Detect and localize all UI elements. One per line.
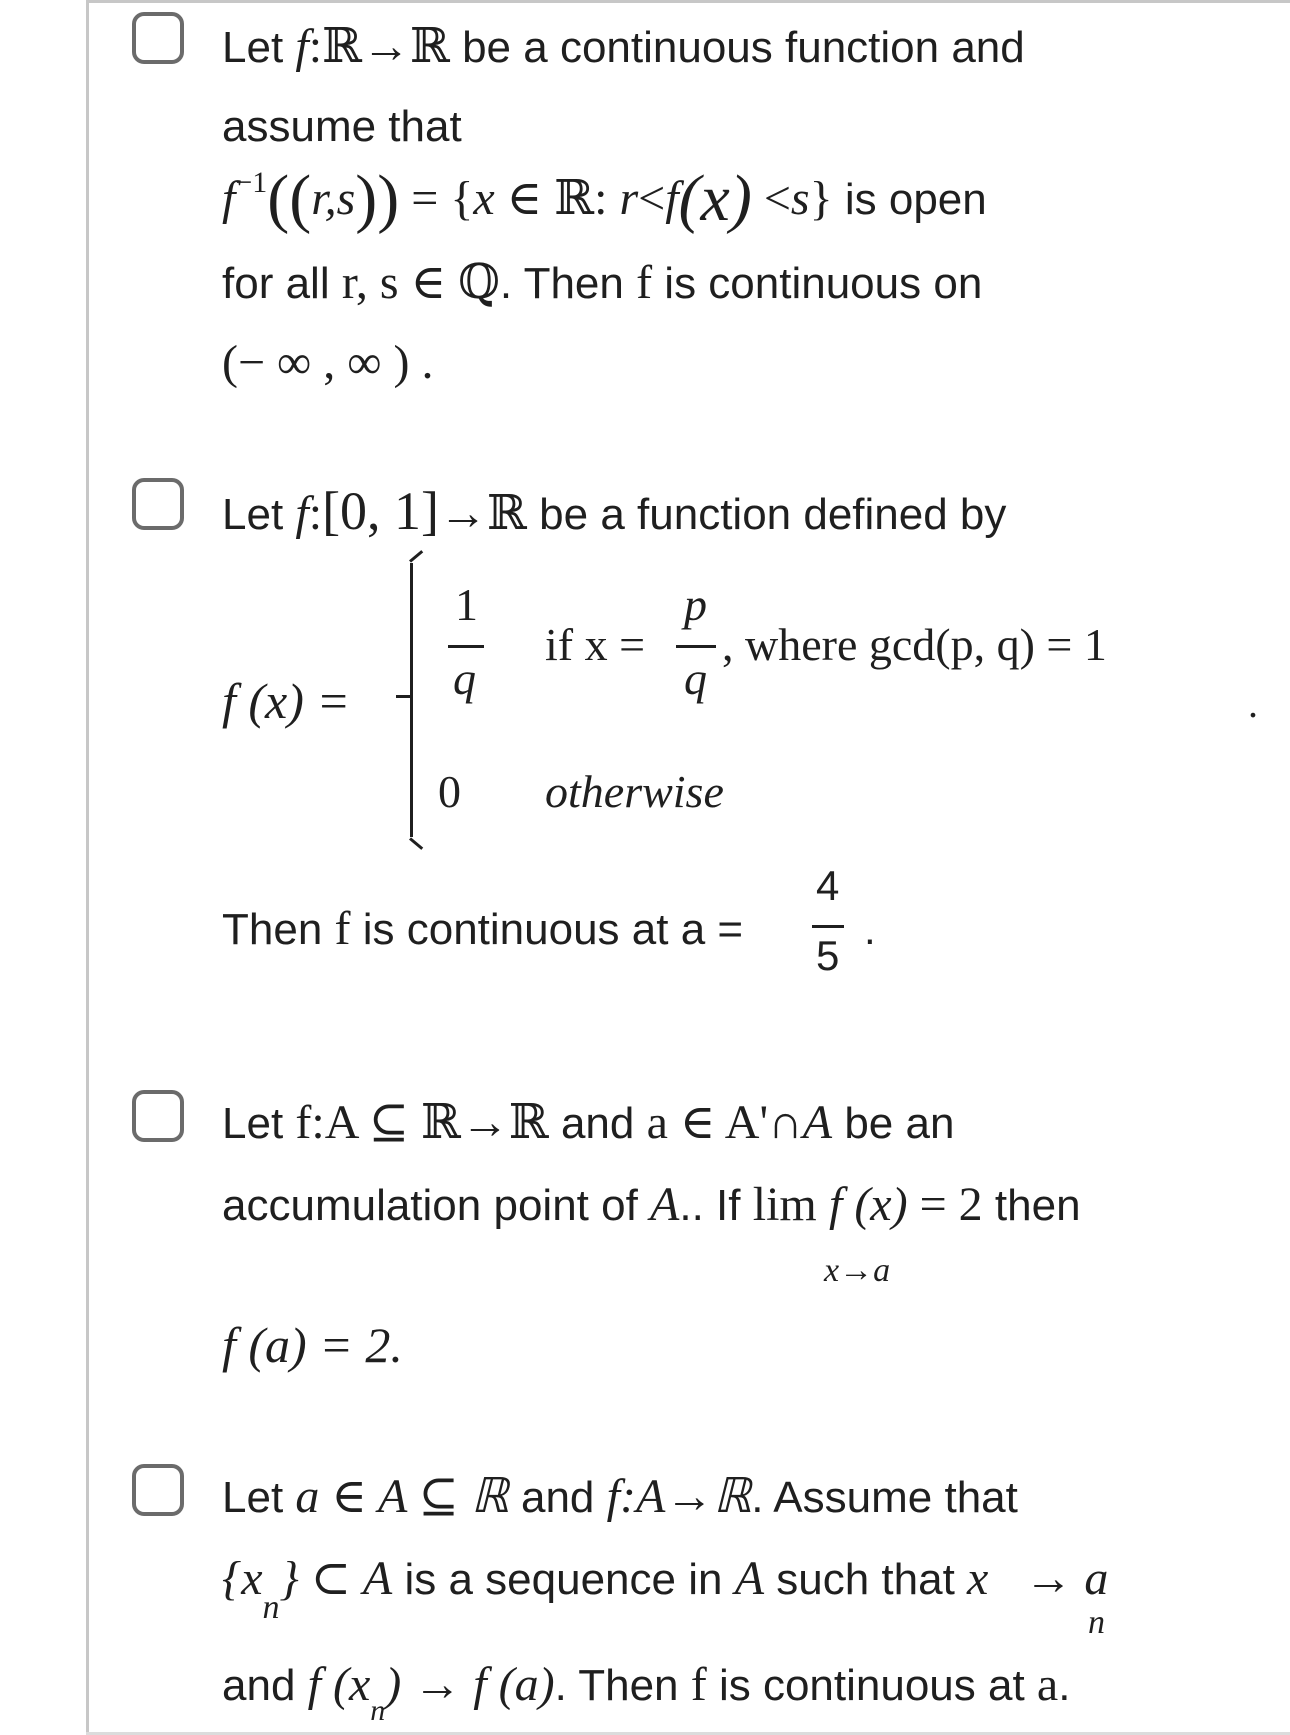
math-A: A	[802, 1096, 833, 1149]
option-3-line-1	[222, 1096, 954, 1151]
math-interval: (− ∞ , ∞ ) .	[222, 336, 434, 389]
math-map: f:A ⊆ ℝ→ℝ	[295, 1096, 549, 1149]
case2-value: 0	[438, 766, 461, 817]
lim-subscript: x→a	[824, 1252, 891, 1289]
text: Let	[222, 1473, 296, 1522]
math-fx: f (x)	[828, 1178, 908, 1231]
superscript: −1	[235, 166, 268, 199]
math-f: f	[222, 172, 236, 225]
math-fa-eq: f (a) = 2.	[222, 1317, 403, 1373]
math-eq: = 2	[907, 1178, 983, 1231]
option-1-line-4	[222, 256, 982, 311]
text: and	[548, 1099, 647, 1148]
option-2-then-line	[222, 902, 743, 957]
text: is continuous at	[350, 905, 681, 954]
math-px: (x)	[678, 162, 752, 235]
math-x: x	[473, 172, 495, 225]
math-fx: f (x	[307, 1658, 371, 1711]
math-x: x	[967, 1552, 989, 1605]
case1-condition: if x =	[545, 619, 646, 670]
math-eq: = {	[399, 172, 474, 225]
case1-p: p	[684, 579, 707, 630]
math-lim: lim	[752, 1178, 817, 1231]
math-brace: }	[809, 172, 833, 225]
option-2-line-1	[222, 481, 1007, 542]
text: Then	[222, 905, 335, 954]
option-1-line-1	[222, 20, 1025, 75]
then-numerator: 4	[816, 862, 840, 909]
text: is open	[832, 175, 987, 224]
text: is a sequence in	[392, 1555, 735, 1604]
math-a-eq: a =	[680, 905, 744, 954]
math-subset: ⊂	[298, 1552, 363, 1605]
text: accumulation point of	[222, 1181, 651, 1230]
case1-numerator: 1	[455, 579, 478, 630]
paren-close: ))	[355, 162, 400, 235]
then-dot: .	[864, 906, 876, 953]
text: then	[982, 1181, 1081, 1230]
math-f: f	[636, 256, 653, 309]
math-lt: <	[638, 172, 666, 225]
math-in: ∈ ℝ:	[494, 172, 620, 225]
math-rs-in-q: r, s ∈ ℚ	[341, 256, 500, 309]
case2-condition: otherwise	[545, 766, 724, 817]
frame-left-border	[86, 0, 89, 1735]
text: Let	[222, 23, 296, 72]
math-s: s	[790, 172, 810, 225]
math-to-fa: ) → f (a)	[385, 1658, 555, 1711]
case1-gcd: , where gcd(p, q) = 1	[722, 619, 1107, 670]
option-3-line-2	[222, 1178, 1081, 1233]
math-lt: <	[751, 172, 791, 225]
math-r: r	[619, 172, 639, 225]
text: be an	[832, 1099, 955, 1148]
math-set-close: }	[279, 1552, 299, 1605]
option-1-line-3	[222, 162, 987, 235]
option-4-line-2	[222, 1552, 1109, 1626]
math-A: A	[362, 1552, 393, 1605]
text: is continuous on	[652, 259, 983, 308]
option-4-line-1	[222, 1470, 1018, 1525]
math-f: f	[690, 1658, 707, 1711]
option-3-checkbox[interactable]	[132, 1090, 184, 1142]
math-rs: r,s	[311, 172, 356, 225]
math-a: a	[1036, 1658, 1059, 1711]
frame-top-border	[86, 0, 1290, 3]
text: . Then	[499, 259, 637, 308]
text: If	[703, 1181, 753, 1230]
math-a-in: a ∈ A'∩	[646, 1096, 803, 1149]
trailing-dot: .	[1248, 681, 1258, 726]
math-subscript-n: n	[262, 1589, 280, 1626]
option-2-checkbox[interactable]	[132, 478, 184, 530]
text: and	[222, 1661, 308, 1710]
paren-open: ((	[267, 162, 312, 235]
text: Let	[222, 1099, 296, 1148]
option-4-line-3	[222, 1658, 1071, 1727]
text: assume that	[222, 102, 462, 151]
math-A: A	[650, 1178, 680, 1231]
then-fraction-bar	[812, 925, 844, 928]
option-4-checkbox[interactable]	[132, 1464, 184, 1516]
math-f: f	[295, 487, 309, 540]
text: such that	[764, 1555, 968, 1604]
math-f: f	[665, 172, 679, 225]
option-3-line-3	[222, 1318, 403, 1375]
text: . Assume that	[751, 1473, 1018, 1522]
math-a-in-A: a ∈ A ⊆ ℝ	[295, 1470, 509, 1523]
case1-denominator: q	[453, 653, 476, 704]
option-1-line-2	[222, 100, 462, 154]
math-f: f	[334, 902, 351, 955]
text: Let	[222, 490, 296, 539]
math-f: f	[295, 20, 309, 73]
math-map: →ℝ	[439, 487, 527, 540]
math-colon: :	[308, 487, 323, 540]
math-set: {x	[222, 1552, 263, 1605]
math-to-a: → a	[1012, 1552, 1109, 1605]
text: be a function defined by	[526, 490, 1007, 539]
option-1-line-5	[222, 336, 433, 391]
case1-fraction-bar	[448, 645, 484, 648]
text: for all	[222, 259, 342, 308]
piecewise-lhs: f (x) =	[222, 673, 351, 729]
then-denominator: 5	[816, 932, 840, 979]
option-1-checkbox[interactable]	[132, 12, 184, 64]
case1-pq-bar	[676, 645, 716, 648]
math-subscript-n: n	[370, 1694, 386, 1727]
math-interval: [0, 1]	[322, 481, 440, 541]
text: is continuous at	[706, 1661, 1037, 1710]
left-brace	[402, 555, 430, 845]
xn-subscript: n	[1088, 1604, 1105, 1641]
text: . Then	[554, 1661, 691, 1710]
text: and	[508, 1473, 607, 1522]
math-map: f:A→ℝ	[606, 1470, 752, 1523]
math-map: :ℝ→ℝ	[308, 20, 450, 73]
math-A: A	[734, 1552, 765, 1605]
text: be a continuous function and	[449, 23, 1025, 72]
text: ..	[679, 1181, 704, 1230]
text: .	[1058, 1661, 1071, 1710]
case1-q: q	[684, 653, 707, 704]
